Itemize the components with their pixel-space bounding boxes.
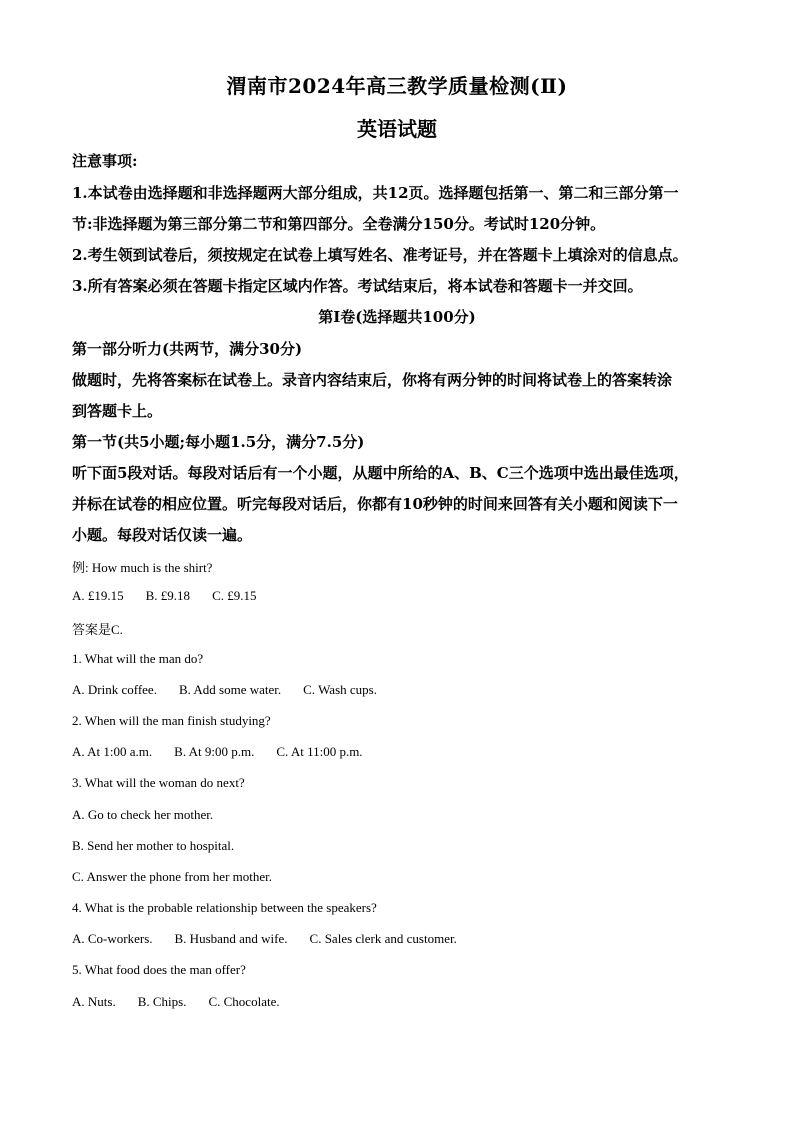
option-c: C. Chocolate. bbox=[208, 994, 280, 1009]
volume-title: 第Ⅰ卷(选择题共100分) bbox=[318, 308, 476, 326]
question-3-option-b: B. Send her mother to hospital. bbox=[72, 838, 235, 853]
question-2: 2. When will the man finish studying? bbox=[72, 713, 271, 728]
notice-line-1a: 1.本试卷由选择题和非选择题两大部分组成，共12页。选择题包括第一、第二和三部分第一 bbox=[72, 184, 679, 202]
section1-instruction-c: 小题。每段对话仅读一遍。 bbox=[72, 526, 253, 544]
option-a: A. Co-workers. bbox=[72, 931, 153, 946]
option-b: B. Chips. bbox=[137, 994, 187, 1009]
option-b: B. Husband and wife. bbox=[174, 931, 288, 946]
option-b: B. £9.18 bbox=[145, 588, 191, 603]
question-2-options bbox=[72, 744, 385, 760]
question-5: 5. What food does the man offer? bbox=[72, 962, 246, 977]
question-3-option-c: C. Answer the phone from her mother. bbox=[72, 869, 273, 884]
part1-instruction-b: 到答题卡上。 bbox=[72, 402, 163, 420]
question-3: 3. What will the woman do next? bbox=[72, 775, 245, 790]
option-a: A. Drink coffee. bbox=[72, 682, 157, 697]
option-a: A. £19.15 bbox=[72, 588, 124, 603]
question-1-options bbox=[72, 682, 399, 698]
question-5-options bbox=[72, 994, 302, 1010]
part1-instruction-a: 做题时，先将答案标在试卷上。录音内容结束后，你将有两分钟的时间将试卷上的答案转涂 bbox=[72, 371, 673, 389]
notice-line-3: 3.所有答案必须在答题卡指定区域内作答。考试结束后，将本试卷和答题卡一并交回。 bbox=[72, 277, 643, 295]
option-a: A. Nuts. bbox=[72, 994, 116, 1009]
option-b: B. Add some water. bbox=[178, 682, 282, 697]
option-b: B. At 9:00 p.m. bbox=[174, 744, 255, 759]
section1-instruction-b: 并标在试卷的相应位置。听完每段对话后，你都有10秒钟的时间来回答有关小题和阅读下一 bbox=[72, 495, 678, 513]
notice-heading: 注意事项: bbox=[72, 152, 138, 170]
question-1: 1. What will the man do? bbox=[72, 651, 204, 666]
example-question: 例: How much is the shirt? bbox=[72, 560, 213, 575]
option-a: A. At 1:00 a.m. bbox=[72, 744, 153, 759]
option-c: C. Wash cups. bbox=[303, 682, 377, 697]
question-4: 4. What is the probable relationship between the speakers? bbox=[72, 900, 377, 915]
section1-title: 第一节(共5小题;每小题1.5分，满分7.5分) bbox=[72, 433, 365, 451]
section1-instruction-a: 听下面5段对话。每段对话后有一个小题，从题中所给的A、B、C三个选项中选出最佳选项， bbox=[72, 464, 689, 482]
exam-title: 渭南市2024年高三教学质量检测(Ⅱ) bbox=[226, 74, 568, 98]
example-answer: 答案是C. bbox=[72, 622, 123, 637]
question-3-option-a: A. Go to check her mother. bbox=[72, 807, 214, 822]
notice-line-1b: 节:非选择题为第三部分第二节和第四部分。全卷满分150分。考试时120分钟。 bbox=[72, 215, 606, 233]
option-c: C. £9.15 bbox=[212, 588, 257, 603]
example-options bbox=[72, 588, 278, 604]
exam-subtitle: 英语试题 bbox=[357, 117, 437, 141]
question-4-options bbox=[72, 931, 479, 947]
option-c: C. Sales clerk and customer. bbox=[309, 931, 457, 946]
option-c: C. At 11:00 p.m. bbox=[276, 744, 363, 759]
part1-title: 第一部分听力(共两节，满分30分) bbox=[72, 340, 303, 358]
notice-line-2: 2.考生领到试卷后，须按规定在试卷上填写姓名、准考证号，并在答题卡上填涂对的信息点。 bbox=[72, 246, 688, 264]
